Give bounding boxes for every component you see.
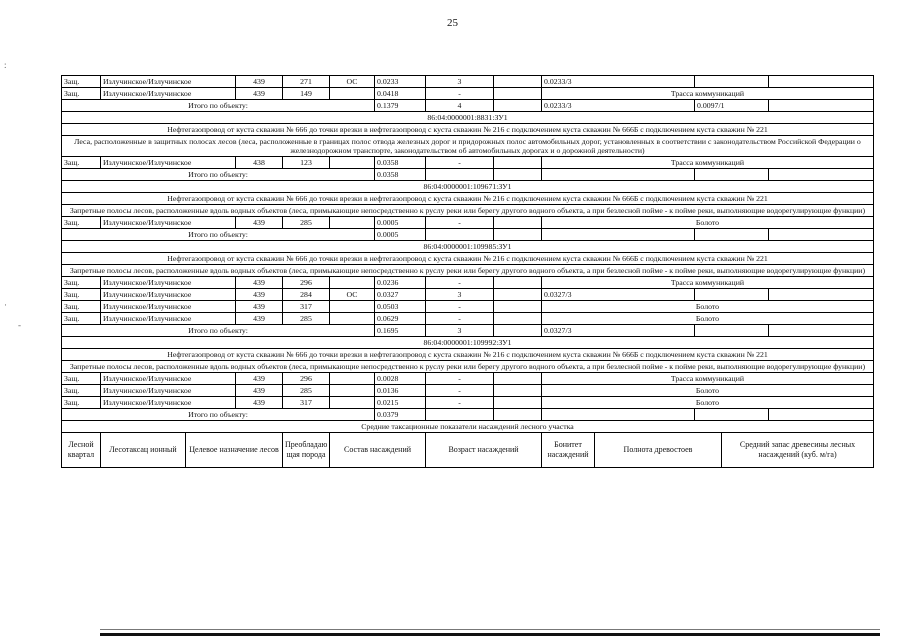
- purpose-cell: Защ.: [62, 301, 101, 313]
- forest-category: Запретные полосы лесов, расположенные вдоль водных объектов (леса, примыкающие непосредственно к руслу реки или берегу другого водного объекта, а при безлесной пойме - к пойме реки, выполняющие водорегулирующие функции): [62, 205, 874, 217]
- object-name: Нефтегазопровод от куста скважин № 666 до точки врезки в нефтегазопровод с куста скважин № 216 с подключением куста скважин № 666Б с подключением куста скважин № 221: [62, 124, 874, 136]
- forest-category: Запретные полосы лесов, расположенные вдоль водных объектов (леса, примыкающие непосредственно к руслу реки или берегу другого водного объекта, а при безлесной пойме - к пойме реки, выполняющие водорегулирующие функции): [62, 361, 874, 373]
- empty-cell: [494, 289, 542, 301]
- count-cell: 3: [426, 76, 494, 88]
- empty-cell: [494, 76, 542, 88]
- total-taxation: [542, 229, 695, 241]
- vydel-cell: 285: [283, 385, 330, 397]
- empty-cell: [494, 385, 542, 397]
- purpose-cell: Защ.: [62, 217, 101, 229]
- vydel-cell: 285: [283, 313, 330, 325]
- object-row: [62, 193, 874, 205]
- total-row: [62, 409, 874, 421]
- empty-cell: [494, 88, 542, 100]
- total-area: 0.1695: [375, 325, 426, 337]
- cadastral-number: 86:04:0000001:109985:ЗУ1: [62, 241, 874, 253]
- column-header: Средний запас древесины лесных насаждений (куб. м/га): [722, 433, 874, 468]
- quarter-cell: 439: [236, 313, 283, 325]
- area-cell: 0.0233: [375, 76, 426, 88]
- area-cell: 0.0358: [375, 157, 426, 169]
- column-header: Целевое назначение лесов: [186, 433, 283, 468]
- forestry-cell: Излучинское/Излучинское: [101, 277, 236, 289]
- note-cell: Болото: [542, 385, 874, 397]
- count-cell: -: [426, 277, 494, 289]
- empty-cell: [769, 325, 874, 337]
- cadastral-number: 86:04:0000001:109671:ЗУ1: [62, 181, 874, 193]
- cadastral-row: [62, 181, 874, 193]
- table-row: [62, 76, 874, 88]
- total-taxation: 0.0327/3: [542, 325, 695, 337]
- total-area: 0.0358: [375, 169, 426, 181]
- total-taxation: [695, 409, 769, 421]
- summary-title: Средние таксационные показатели насаждений лесного участка: [62, 421, 874, 433]
- area-cell: 0.0327: [375, 289, 426, 301]
- forest-category: Леса, расположенные в защитных полосах лесов (леса, расположенные в границах полос отвода железных дорог и придорожных полос автомобильных дорог, установленных в соответствии с законодательством Российской Федерации о железнодорожном транспорте, законодательством об автомобильных дорогах и о дорожной деятельности): [62, 136, 874, 157]
- cadastral-row: [62, 112, 874, 124]
- table-row: [62, 217, 874, 229]
- count-cell: -: [426, 373, 494, 385]
- note-cell: Болото: [542, 217, 874, 229]
- total-row: [62, 325, 874, 337]
- taxation-cell: [695, 76, 769, 88]
- species-cell: [330, 373, 375, 385]
- column-header: Возраст насаждений: [426, 433, 542, 468]
- total-taxation: [695, 325, 769, 337]
- species-cell: [330, 277, 375, 289]
- area-cell: 0.0236: [375, 277, 426, 289]
- empty-cell: [769, 100, 874, 112]
- purpose-cell: Защ.: [62, 289, 101, 301]
- purpose-cell: Защ.: [62, 157, 101, 169]
- total-row: [62, 229, 874, 241]
- note-cell: Болото: [542, 313, 874, 325]
- area-cell: 0.0028: [375, 373, 426, 385]
- total-taxation: [695, 229, 769, 241]
- species-cell: [330, 301, 375, 313]
- forestry-cell: Излучинское/Излучинское: [101, 397, 236, 409]
- taxation-cell: [769, 76, 874, 88]
- table-row: [62, 397, 874, 409]
- empty-cell: [769, 409, 874, 421]
- note-cell: Болото: [542, 397, 874, 409]
- empty-cell: [494, 277, 542, 289]
- vydel-cell: 317: [283, 397, 330, 409]
- empty-cell: [769, 169, 874, 181]
- count-cell: -: [426, 301, 494, 313]
- total-area: 0.0005: [375, 229, 426, 241]
- margin-mark: ·: [4, 300, 7, 310]
- area-cell: 0.0215: [375, 397, 426, 409]
- table-row: [62, 373, 874, 385]
- total-count: 4: [426, 100, 494, 112]
- count-cell: -: [426, 397, 494, 409]
- species-cell: [330, 313, 375, 325]
- taxation-cell: [695, 289, 769, 301]
- total-area: 0.1379: [375, 100, 426, 112]
- purpose-cell: Защ.: [62, 277, 101, 289]
- note-cell: Болото: [542, 301, 874, 313]
- empty-cell: [494, 301, 542, 313]
- table-row: [62, 88, 874, 100]
- empty-cell: [494, 157, 542, 169]
- page-number: 25: [447, 17, 458, 29]
- area-cell: 0.0503: [375, 301, 426, 313]
- margin-mark: -: [18, 320, 21, 330]
- summary-header-row: [62, 433, 874, 468]
- vydel-cell: 317: [283, 301, 330, 313]
- area-cell: 0.0136: [375, 385, 426, 397]
- empty-cell: [494, 100, 542, 112]
- quarter-cell: 439: [236, 397, 283, 409]
- forestry-cell: Излучинское/Излучинское: [101, 301, 236, 313]
- object-name: Нефтегазопровод от куста скважин № 666 до точки врезки в нефтегазопровод с куста скважин № 216 с подключением куста скважин № 666Б с подключением куста скважин № 221: [62, 253, 874, 265]
- total-count: [426, 409, 494, 421]
- column-header: Лесной квартал: [62, 433, 101, 468]
- taxation-cell: [769, 289, 874, 301]
- category-row: [62, 361, 874, 373]
- species-cell: [330, 385, 375, 397]
- total-count: 3: [426, 325, 494, 337]
- species-cell: ОС: [330, 76, 375, 88]
- column-header: Состав насаждений: [330, 433, 426, 468]
- total-count: [426, 229, 494, 241]
- quarter-cell: 439: [236, 277, 283, 289]
- page-rule: [100, 629, 880, 630]
- object-name: Нефтегазопровод от куста скважин № 666 до точки врезки в нефтегазопровод с куста скважин № 216 с подключением куста скважин № 666Б с подключением куста скважин № 221: [62, 349, 874, 361]
- species-cell: [330, 217, 375, 229]
- count-cell: 3: [426, 289, 494, 301]
- count-cell: -: [426, 157, 494, 169]
- note-cell: Трасса коммуникаций: [542, 88, 874, 100]
- total-taxation: [695, 169, 769, 181]
- empty-cell: [494, 229, 542, 241]
- page-rule: [100, 633, 880, 636]
- species-cell: [330, 88, 375, 100]
- purpose-cell: Защ.: [62, 385, 101, 397]
- category-row: [62, 265, 874, 277]
- species-cell: [330, 157, 375, 169]
- species-cell: [330, 397, 375, 409]
- vydel-cell: 285: [283, 217, 330, 229]
- taxation-cell: 0.0233/3: [542, 76, 695, 88]
- purpose-cell: Защ.: [62, 88, 101, 100]
- empty-cell: [494, 169, 542, 181]
- purpose-cell: Защ.: [62, 313, 101, 325]
- note-cell: Трасса коммуникаций: [542, 277, 874, 289]
- vydel-cell: 296: [283, 277, 330, 289]
- count-cell: -: [426, 88, 494, 100]
- object-row: [62, 349, 874, 361]
- quarter-cell: 439: [236, 385, 283, 397]
- quarter-cell: 439: [236, 217, 283, 229]
- total-count: [426, 169, 494, 181]
- table-row: [62, 277, 874, 289]
- empty-cell: [494, 313, 542, 325]
- vydel-cell: 296: [283, 373, 330, 385]
- total-taxation: [542, 409, 695, 421]
- cadastral-number: 86:04:0000001:109992:ЗУ1: [62, 337, 874, 349]
- quarter-cell: 439: [236, 289, 283, 301]
- species-cell: ОС: [330, 289, 375, 301]
- vydel-cell: 284: [283, 289, 330, 301]
- empty-cell: [494, 397, 542, 409]
- table-row: [62, 301, 874, 313]
- note-cell: Трасса коммуникаций: [542, 157, 874, 169]
- register-table: [61, 75, 874, 468]
- cadastral-number: 86:04:0000001:8831:ЗУ1: [62, 112, 874, 124]
- column-header: Преобладаю щая порода: [283, 433, 330, 468]
- empty-cell: [494, 373, 542, 385]
- forestry-cell: Излучинское/Излучинское: [101, 313, 236, 325]
- vydel-cell: 271: [283, 76, 330, 88]
- forest-category: Запретные полосы лесов, расположенные вдоль водных объектов (леса, примыкающие непосредственно к руслу реки или берегу другого водного объекта, а при безлесной пойме - к пойме реки, выполняющие водорегулирующие функции): [62, 265, 874, 277]
- total-label: Итого по объекту:: [62, 325, 375, 337]
- count-cell: -: [426, 313, 494, 325]
- object-name: Нефтегазопровод от куста скважин № 666 до точки врезки в нефтегазопровод с куста скважин № 216 с подключением куста скважин № 666Б с подключением куста скважин № 221: [62, 193, 874, 205]
- purpose-cell: Защ.: [62, 76, 101, 88]
- count-cell: -: [426, 217, 494, 229]
- purpose-cell: Защ.: [62, 397, 101, 409]
- total-row: [62, 169, 874, 181]
- empty-cell: [769, 229, 874, 241]
- count-cell: -: [426, 385, 494, 397]
- quarter-cell: 438: [236, 157, 283, 169]
- total-taxation: 0.0233/3: [542, 100, 695, 112]
- column-header: Бонитет насаждений: [542, 433, 595, 468]
- total-taxation: 0.0097/1: [695, 100, 769, 112]
- cadastral-row: [62, 241, 874, 253]
- area-cell: 0.0629: [375, 313, 426, 325]
- total-taxation: [542, 169, 695, 181]
- area-cell: 0.0005: [375, 217, 426, 229]
- category-row: [62, 136, 874, 157]
- total-area: 0.0379: [375, 409, 426, 421]
- empty-cell: [494, 325, 542, 337]
- total-label: Итого по объекту:: [62, 169, 375, 181]
- forestry-cell: Излучинское/Излучинское: [101, 289, 236, 301]
- cadastral-row: [62, 337, 874, 349]
- vydel-cell: 123: [283, 157, 330, 169]
- quarter-cell: 439: [236, 373, 283, 385]
- table-row: [62, 289, 874, 301]
- area-cell: 0.0418: [375, 88, 426, 100]
- column-header: Лесотаксац ионный: [101, 433, 186, 468]
- empty-cell: [494, 409, 542, 421]
- object-row: [62, 253, 874, 265]
- table-body: [62, 76, 874, 468]
- total-row: [62, 100, 874, 112]
- table-row: [62, 385, 874, 397]
- forestry-cell: Излучинское/Излучинское: [101, 373, 236, 385]
- category-row: [62, 205, 874, 217]
- column-header: Полнота древостоев: [595, 433, 722, 468]
- total-label: Итого по объекту:: [62, 409, 375, 421]
- forestry-cell: Излучинское/Излучинское: [101, 217, 236, 229]
- table-row: [62, 157, 874, 169]
- purpose-cell: Защ.: [62, 373, 101, 385]
- forestry-cell: Излучинское/Излучинское: [101, 88, 236, 100]
- margin-mark: :: [4, 60, 7, 70]
- table-row: [62, 313, 874, 325]
- forestry-cell: Излучинское/Излучинское: [101, 385, 236, 397]
- quarter-cell: 439: [236, 301, 283, 313]
- quarter-cell: 439: [236, 76, 283, 88]
- summary-title-row: [62, 421, 874, 433]
- total-label: Итого по объекту:: [62, 100, 375, 112]
- taxation-cell: 0.0327/3: [542, 289, 695, 301]
- object-row: [62, 124, 874, 136]
- note-cell: Трасса коммуникаций: [542, 373, 874, 385]
- vydel-cell: 149: [283, 88, 330, 100]
- empty-cell: [494, 217, 542, 229]
- total-label: Итого по объекту:: [62, 229, 375, 241]
- forestry-cell: Излучинское/Излучинское: [101, 76, 236, 88]
- forestry-cell: Излучинское/Излучинское: [101, 157, 236, 169]
- quarter-cell: 439: [236, 88, 283, 100]
